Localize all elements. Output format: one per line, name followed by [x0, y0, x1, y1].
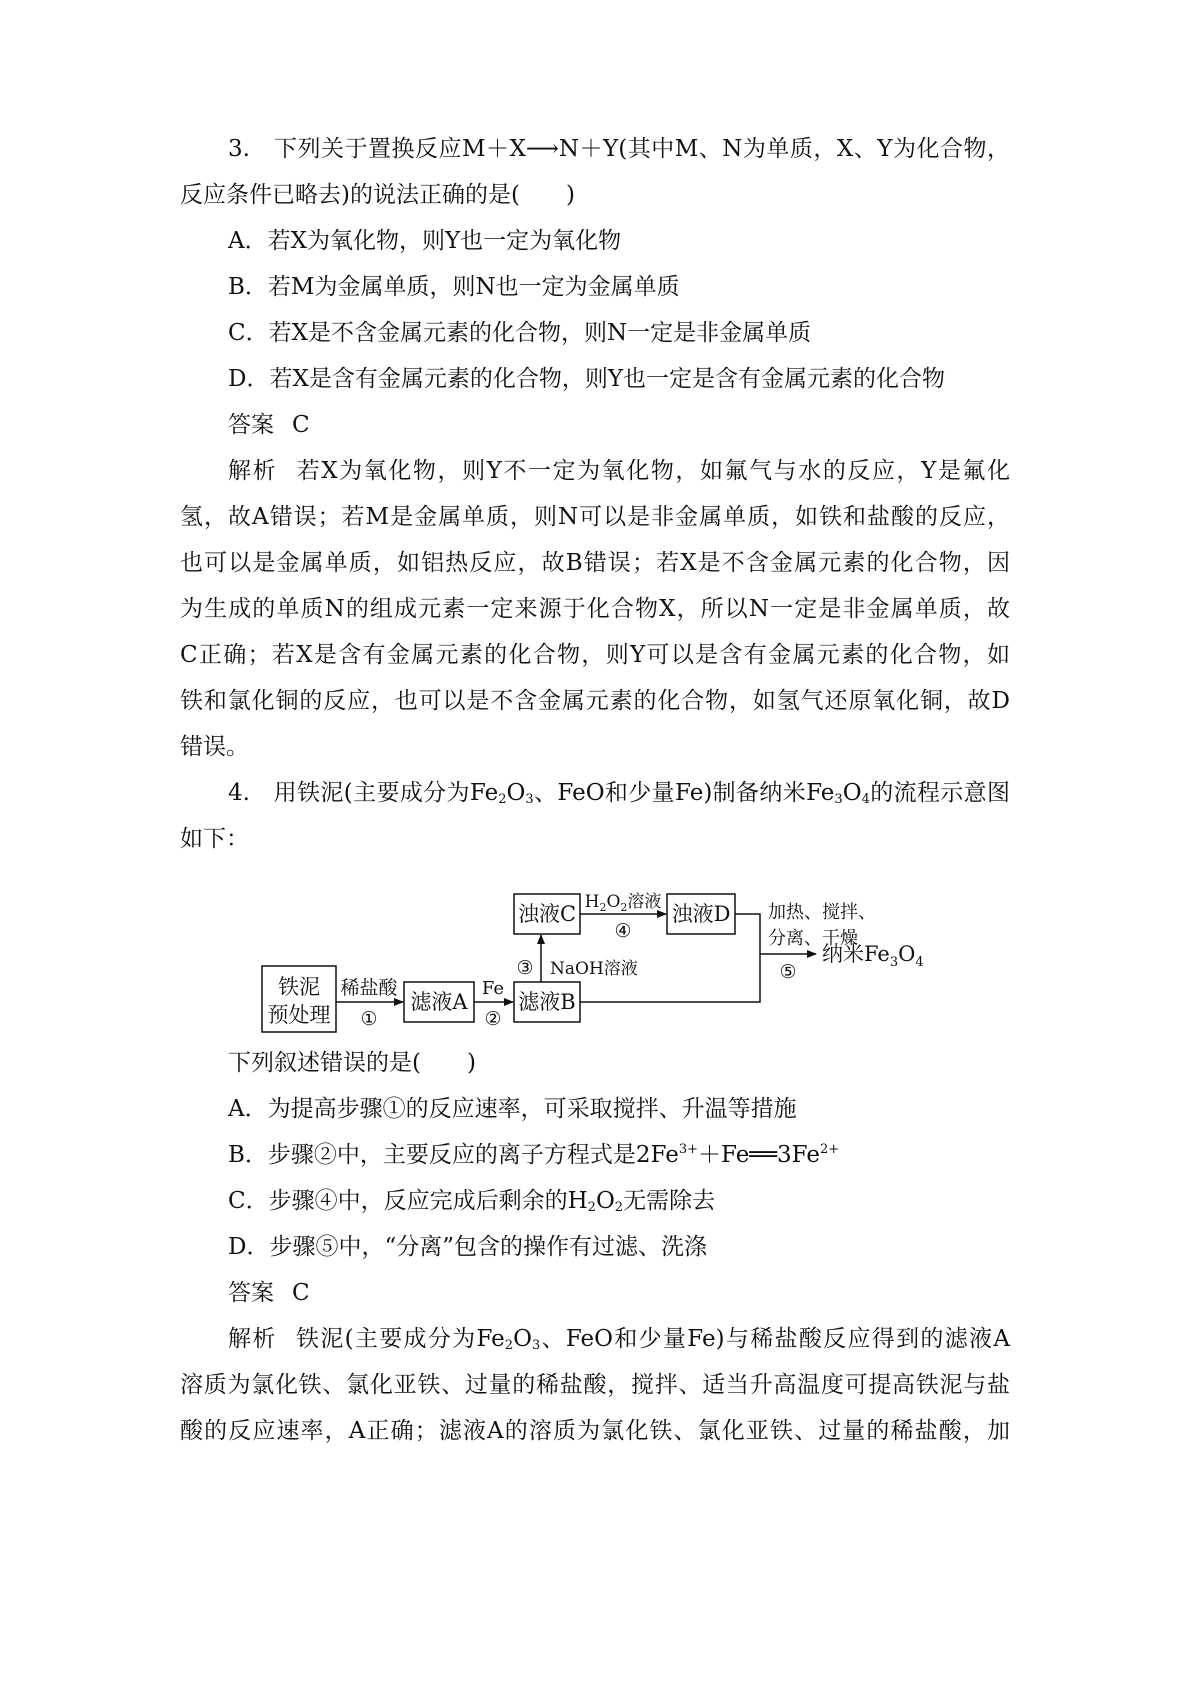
q4-option-b-sup: 3+	[678, 1142, 699, 1157]
q3-analysis-line-2: 氢，故A错误；若M是金属单质，则N可以是非金属单质，如铁和盐酸的反应，	[180, 504, 1010, 530]
q4-option-c-text: 无需除去	[623, 1188, 716, 1214]
q4-option-c-sub: 2	[614, 1200, 624, 1215]
q4-analysis-line-1	[228, 1316, 1010, 1362]
q3-option-a: A．若X为氧化物，则Y也一定为氧化物	[228, 228, 622, 254]
q4-option-c-sub: 2	[587, 1200, 596, 1215]
q4-stem-sub: 3	[834, 792, 843, 807]
q4-stem-sub: 4	[861, 792, 870, 807]
arrow-3-step-number: ③	[516, 957, 534, 979]
q4-option-c	[228, 1178, 1010, 1224]
q4-option-b-sup: 2+	[819, 1142, 840, 1157]
q3-answer	[228, 402, 1010, 448]
product-sub: 4	[915, 955, 924, 970]
q4-stem-sub: 3	[525, 792, 534, 807]
q4-option-b-text: ＋Fe══3Fe	[698, 1142, 820, 1168]
arrow-4-reagent-part: O	[606, 892, 621, 912]
q3-stem-line-1: 3. 下列关于置换反应M＋X⟶N＋Y(其中M、N为单质，X、Y为化合物，	[228, 136, 1010, 162]
box-4-label: 浊液C	[517, 902, 577, 926]
arrow-4-reagent-sub: 2	[620, 901, 628, 914]
box-2-label: 滤液A	[410, 990, 468, 1014]
q4-answer-label: 答案	[228, 1280, 274, 1306]
q4-option-d: D．步骤⑤中，“分离”包含的操作有过滤、洗涤	[228, 1234, 707, 1260]
q4-stem-text: 的流程示意图	[869, 780, 1011, 806]
arrow-5-step-number: ⑤	[779, 961, 797, 983]
q3-analysis-line-7: 错误。	[180, 734, 249, 760]
q4-analysis-sub: 3	[531, 1338, 541, 1353]
q4-analysis-line-2: 溶质为氯化铁、氯化亚铁、过量的稀盐酸，搅拌、适当升高温度可提高铁泥与盐	[180, 1372, 1010, 1398]
q3-option-b: B．若M为金属单质，则N也一定为金属单质	[228, 274, 680, 300]
q4-option-b-text: B．步骤②中，主要反应的离子方程式是2Fe	[228, 1142, 679, 1168]
arrow-1-reagent: 稀盐酸	[340, 977, 398, 999]
q3-analysis-text-1: 若X为氧化物，则Y不一定为氧化物，如氟气与水的反应，Y是氟化	[295, 458, 1010, 484]
arrow-4-reagent-part: 溶液	[627, 892, 662, 912]
q4-answer	[228, 1270, 1010, 1316]
connector-line	[580, 914, 760, 1002]
q3-answer-label: 答案	[228, 412, 274, 438]
arrow-2-reagent: Fe	[481, 978, 505, 999]
arrow-4-reagent	[585, 892, 662, 914]
q3-analysis-line-6: 铁和氯化铜的反应，也可以是不含金属元素的化合物，如氢气还原氧化铜，故D	[180, 688, 1010, 714]
q4-question: 下列叙述错误的是( )	[228, 1050, 476, 1076]
q3-option-c: C．若X是不含金属元素的化合物，则N一定是非金属单质	[228, 320, 812, 346]
q4-stem-text: 4. 用铁泥(主要成分为Fe	[228, 780, 499, 806]
q4-stem-line-1	[228, 770, 1010, 816]
product-nano-fe3o4	[822, 942, 924, 970]
q4-option-c-text: C．步骤④中，反应完成后剩余的H	[228, 1188, 588, 1214]
q4-analysis-text: O	[513, 1326, 532, 1352]
arrow-3-reagent: NaOH溶液	[550, 959, 638, 979]
q4-analysis-text: 、FeO和少量Fe)与稀盐酸反应得到的滤液A	[540, 1326, 1010, 1352]
product-sub: 3	[889, 955, 899, 970]
q4-stem-text: O	[842, 780, 862, 806]
q4-analysis-label: 解析	[228, 1326, 277, 1352]
box-1-line-2: 预处理	[267, 1003, 331, 1027]
q3-answer-value: C	[292, 412, 310, 438]
q4-answer-value: C	[292, 1280, 310, 1306]
q3-analysis-line-3: 也可以是金属单质，如铝热反应，故B错误；若X是不含金属元素的化合物，因	[180, 550, 1010, 576]
arrow-4-step-number: ④	[614, 920, 632, 942]
arrow-4-reagent-part: H	[584, 892, 600, 912]
product-part: 纳米Fe	[822, 942, 890, 966]
arrow-5-operations-line-1: 加热、搅拌、	[768, 902, 876, 923]
q3-analysis-line-1	[228, 448, 1010, 494]
arrow-2-step-number: ②	[484, 1008, 502, 1030]
q4-analysis-text: 铁泥(主要成分为Fe	[294, 1326, 505, 1352]
q4-option-b	[228, 1132, 1010, 1178]
q4-option-a: A．为提高步骤①的反应速率，可采取搅拌、升温等措施	[228, 1096, 797, 1122]
q4-stem-line-2: 如下：	[180, 826, 249, 852]
q3-option-d: D．若X是含有金属元素的化合物，则Y也一定是含有金属元素的化合物	[228, 366, 945, 392]
q4-analysis-sub: 2	[504, 1338, 514, 1353]
q4-stem-sub: 2	[498, 792, 507, 807]
q4-analysis-line-3: 酸的反应速率，A正确；滤液A的溶质为氯化铁、氯化亚铁、过量的稀盐酸，加	[180, 1418, 1010, 1444]
box-3-label: 滤液B	[518, 990, 576, 1014]
arrow-5-operations-line-2: 分离、干燥	[768, 928, 858, 949]
product-part: O	[898, 942, 916, 966]
q4-stem-text: 、FeO和少量Fe)制备纳米Fe	[533, 780, 835, 806]
box-5-label: 浊液D	[671, 902, 731, 926]
q3-analysis-label: 解析	[228, 458, 278, 484]
q4-option-c-text: O	[595, 1188, 615, 1214]
q3-analysis-line-5: C正确；若X是含有金属元素的化合物，则Y可以是含有金属元素的化合物，如	[180, 642, 1010, 668]
box-1-line-1: 铁泥	[278, 975, 320, 999]
q3-analysis-line-4: 为生成的单质N的组成元素一定来源于化合物X，所以N一定是非金属单质，故	[180, 596, 1010, 622]
arrow-4-reagent-sub: 2	[599, 901, 607, 914]
q4-stem-text: O	[506, 780, 526, 806]
arrow-1-step-number: ①	[360, 1008, 378, 1030]
q3-stem-line-2: 反应条件已略去)的说法正确的是( )	[180, 182, 575, 208]
